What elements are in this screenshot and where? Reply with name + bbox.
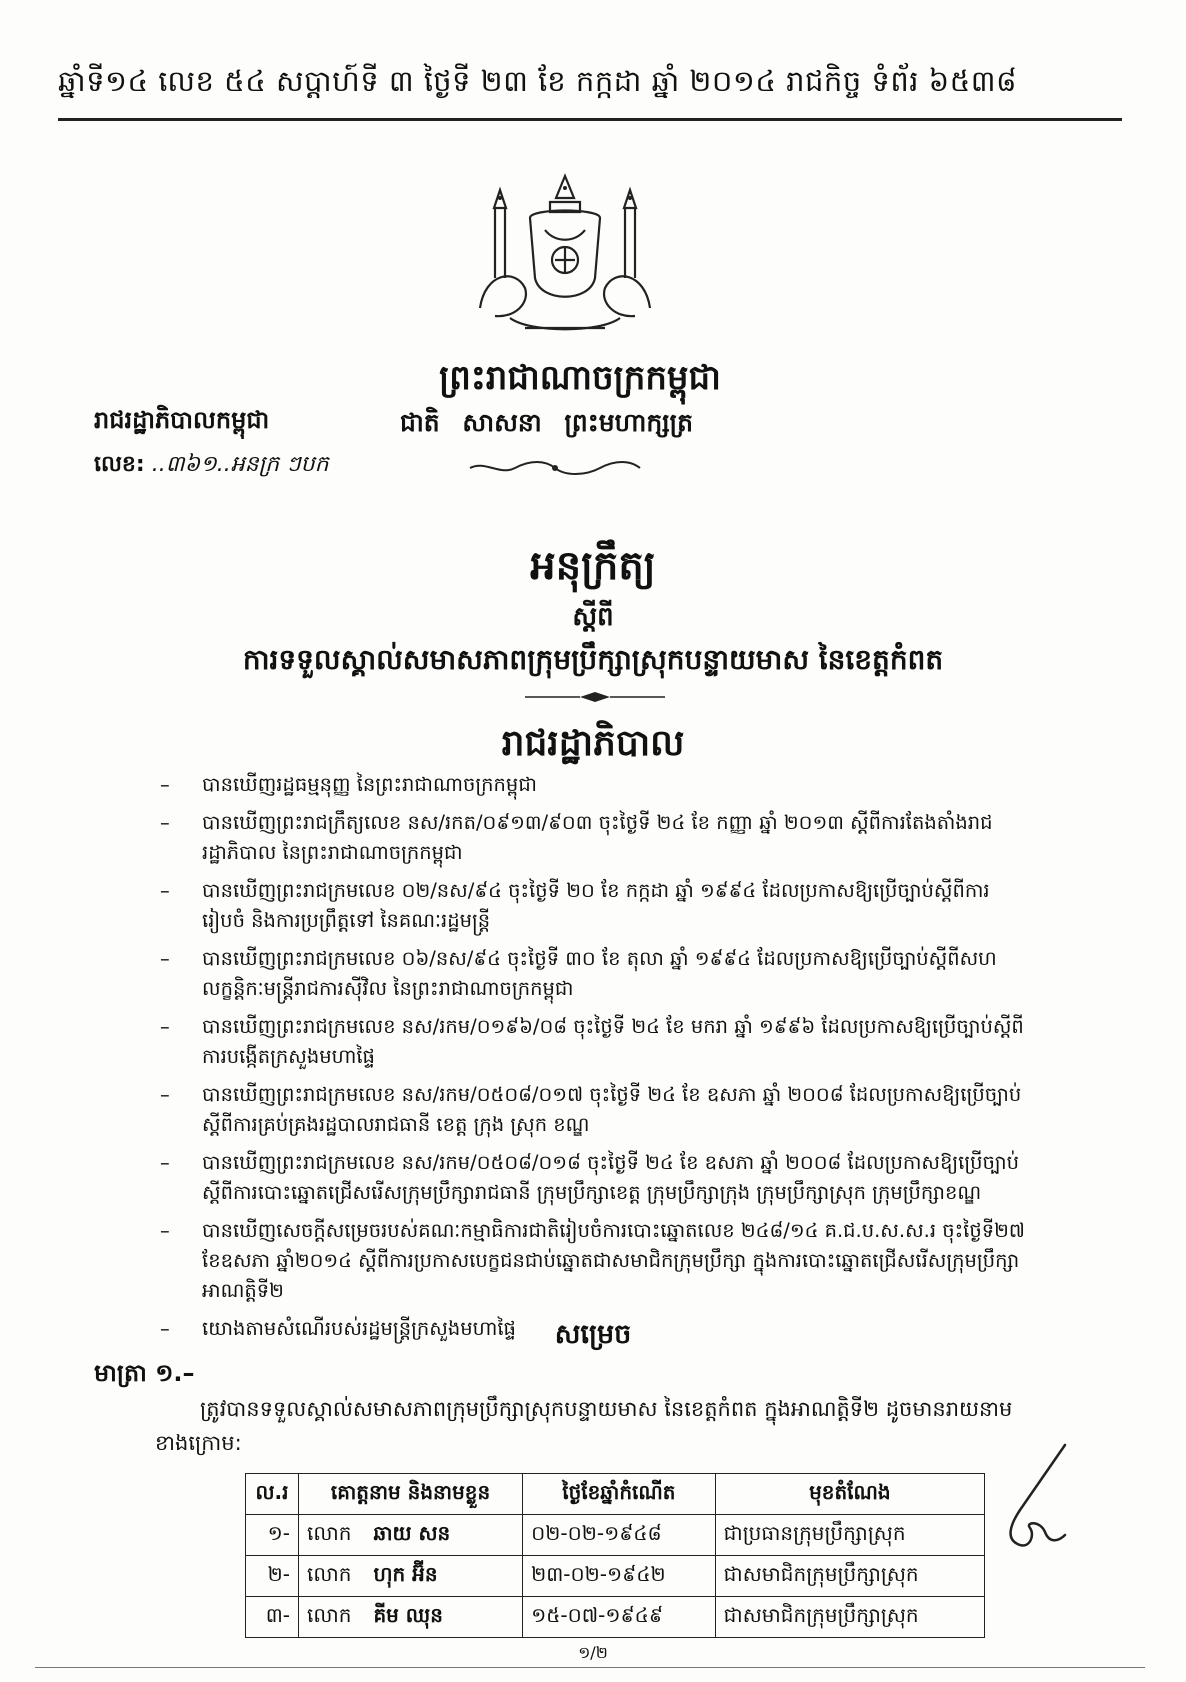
col-header-number: ល.រ: [246, 1474, 299, 1515]
consideration-item: – បានឃើញព្រះរាជក្រមលេខ ០២/នស/៩៤ ចុះថ្ងៃទី ២០ ខែ កក្កដា ឆ្នាំ ១៩៩៤ ដែលប្រកាសឱ្យប្រើច្បាប់ស្តីពីការរៀបចំ និងការប្រព្រឹត្តទៅ នៃគណៈរដ្ឋមន្ត្រី: [150, 876, 1030, 936]
col-header-position: មុខតំណែង: [715, 1474, 984, 1515]
table-row: [246, 1597, 985, 1638]
page-number: ១/២: [578, 1643, 608, 1662]
member-honorific: លោក: [307, 1521, 352, 1545]
consideration-item: – បានឃើញព្រះរាជក្រមលេខ នស/រកម/០១៩៦/០៨ ចុះថ្ងៃទី ២៤ ខែ មករា ឆ្នាំ ១៩៩៦ ដែលប្រកាសឱ្យប្រើច្បាប់ស្តីពីការបង្កើតក្រសួងមហាផ្ទៃ: [150, 1012, 1030, 1072]
table-header-row: [246, 1474, 985, 1515]
kingdom-name: ព្រះរាជាណាចក្រកម្ពុជា: [439, 358, 721, 398]
row-number: ២-: [246, 1556, 299, 1597]
article-1-body: ត្រូវបានទទួលស្គាល់សមាសភាពក្រុមប្រឹក្សាស្រុកបន្ទាយមាស នៃខេត្តកំពត ក្នុងអាណត្តិទី២ ដូចមានរាយនាមខាងក្រោម:: [155, 1397, 1013, 1455]
row-number: ៣-: [246, 1597, 299, 1638]
member-name-cell: [299, 1556, 523, 1597]
member-name-cell: [299, 1597, 523, 1638]
document-number: [94, 450, 329, 482]
title-separator: [520, 690, 670, 704]
member-name: គីម ឈុន: [373, 1603, 443, 1627]
document-subject: ការទទួលស្គាល់សមាសភាពក្រុមប្រឹក្សាស្រុកបន្ទាយមាស នៃខេត្តកំពត: [242, 643, 944, 676]
consideration-item: – បានឃើញព្រះរាជក្រមលេខ នស/រកម/០៥០៨/០១៧ ចុះថ្ងៃទី ២៤ ខែ ឧសភា ឆ្នាំ ២០០៨ ដែលប្រកាសឱ្យប្រើច្បាប់ស្តីពីការគ្រប់គ្រងរដ្ឋបាលរាជធានី ខេត្ត ក្រុង ស្រុក ខណ្ឌ: [150, 1080, 1030, 1140]
table-row: [246, 1556, 985, 1597]
col-header-dob: ថ្ងៃខែឆ្នាំកំណើត: [523, 1474, 716, 1515]
member-dob: ២៣-០២-១៩៤២: [523, 1556, 716, 1597]
member-honorific: លោក: [307, 1603, 352, 1627]
gazette-header: ឆ្នាំទី១៤ លេខ ៥៤ សប្តាហ៍ទី ៣ ថ្ងៃទី ២៣ ខែ កក្កដា ឆ្នាំ ២០១៤ រាជកិច្ច ទំព័រ ៦៥៣៨: [58, 64, 1018, 98]
council-members-table: [245, 1473, 985, 1638]
title-about: ស្តីពី: [572, 602, 614, 632]
col-header-name: គោត្តនាម និងនាមខ្លួន: [299, 1474, 523, 1515]
consideration-item: – បានឃើញព្រះរាជក្រមលេខ នស/រកម/០៥០៨/០១៨ ចុះថ្ងៃទី ២៤ ខែ ឧសភា ឆ្នាំ ២០០៨ ដែលប្រកាសឱ្យប្រើច្បាប់ស្តីពីការបោះឆ្នោតជ្រើសរើសក្រុមប្រឹក្សារាជធានី ក្រុមប្រឹក្សាខេត្ត ក្រុមប្រឹក្សាក្រុង ក្រុមប្រឹក្សាស្រុក ក្រុមប្រឹក្សាខណ្ឌ: [150, 1148, 1030, 1208]
ornament-divider: [465, 458, 645, 478]
member-name: ឆាយ សន: [373, 1521, 451, 1545]
issuing-authority: រាជរដ្ឋាភិបាលកម្ពុជា: [94, 406, 270, 434]
consideration-item: – បានឃើញរដ្ឋធម្មនុញ្ញ នៃព្រះរាជាណាចក្រកម្ពុជា: [150, 770, 1030, 800]
document-number-value: ..៣៦១..អនក្រ ៗបក: [151, 452, 329, 477]
consideration-item: – យោងតាមសំណើរបស់រដ្ឋមន្ត្រីក្រសួងមហាផ្ទៃ: [150, 1314, 1030, 1344]
document-type: អនុក្រឹត្យ: [530, 543, 656, 589]
header-divider: [58, 118, 1122, 121]
member-name-cell: [299, 1515, 523, 1556]
consideration-item: – បានឃើញព្រះរាជក្រមលេខ ០៦/នស/៩៤ ចុះថ្ងៃទី ៣០ ខែ តុលា ឆ្នាំ ១៩៩៤ ដែលប្រកាសឱ្យប្រើច្បាប់ស្តីពីសហលក្ខន្តិកៈមន្ត្រីរាជការស៊ីវិល នៃព្រះរាជាណាចក្រកម្ពុជា: [150, 944, 1030, 1004]
member-honorific: លោក: [307, 1562, 352, 1586]
article-1-heading: មាត្រា ១.–: [94, 1359, 195, 1387]
member-position: ជាសមាជិកក្រុមប្រឹក្សាស្រុក: [715, 1556, 984, 1597]
national-motto: ជាតិ សាសនា ព្រះមហាក្សត្រ: [400, 408, 693, 437]
table-row: [246, 1515, 985, 1556]
row-number: ១-: [246, 1515, 299, 1556]
consideration-item: – បានឃើញសេចក្តីសម្រេចរបស់គណៈកម្មាធិការជាតិរៀបចំការបោះឆ្នោតលេខ ២៤៨/១៤ គ.ជ.ប.ស.ស.រ ចុះថ្ងៃទី២៧ ខែឧសភា ឆ្នាំ២០១៤ ស្តីពីការប្រកាសបេក្ខជនជាប់ឆ្នោតជាសមាជិកក្រុមប្រឹក្សា ក្នុងការបោះឆ្នោតជ្រើសរើសក្រុមប្រឹក្សា អាណត្តិទី២: [150, 1216, 1030, 1306]
decision-heading: សម្រេច: [554, 1319, 632, 1350]
consideration-item: – បានឃើញព្រះរាជក្រឹត្យលេខ នស/រកត/០៩១៣/៩០៣ ចុះថ្ងៃទី ២៤ ខែ កញ្ញា ឆ្នាំ ២០១៣ ស្តីពីការតែងតាំងរាជរដ្ឋាភិបាល នៃព្រះរាជាណាចក្រកម្ពុជា: [150, 808, 1030, 868]
member-dob: ០២-០២-១៩៤៨: [523, 1515, 716, 1556]
member-position: ជាសមាជិកក្រុមប្រឹក្សាស្រុក: [715, 1597, 984, 1638]
member-name: ហុក អ៊ីន: [373, 1562, 438, 1586]
bottom-divider: [35, 1667, 1145, 1668]
member-position: ជាប្រធានក្រុមប្រឹក្សាស្រុក: [715, 1515, 984, 1556]
document-number-label: លេខ:: [94, 452, 145, 477]
initials-signature: [995, 1440, 1085, 1560]
authority-heading: រាជរដ្ឋាភិបាល: [501, 723, 685, 764]
considerations-list: [150, 770, 1030, 1352]
member-dob: ១៥-០៧-១៩៤៩: [523, 1597, 716, 1638]
royal-emblem-icon: [470, 168, 660, 343]
